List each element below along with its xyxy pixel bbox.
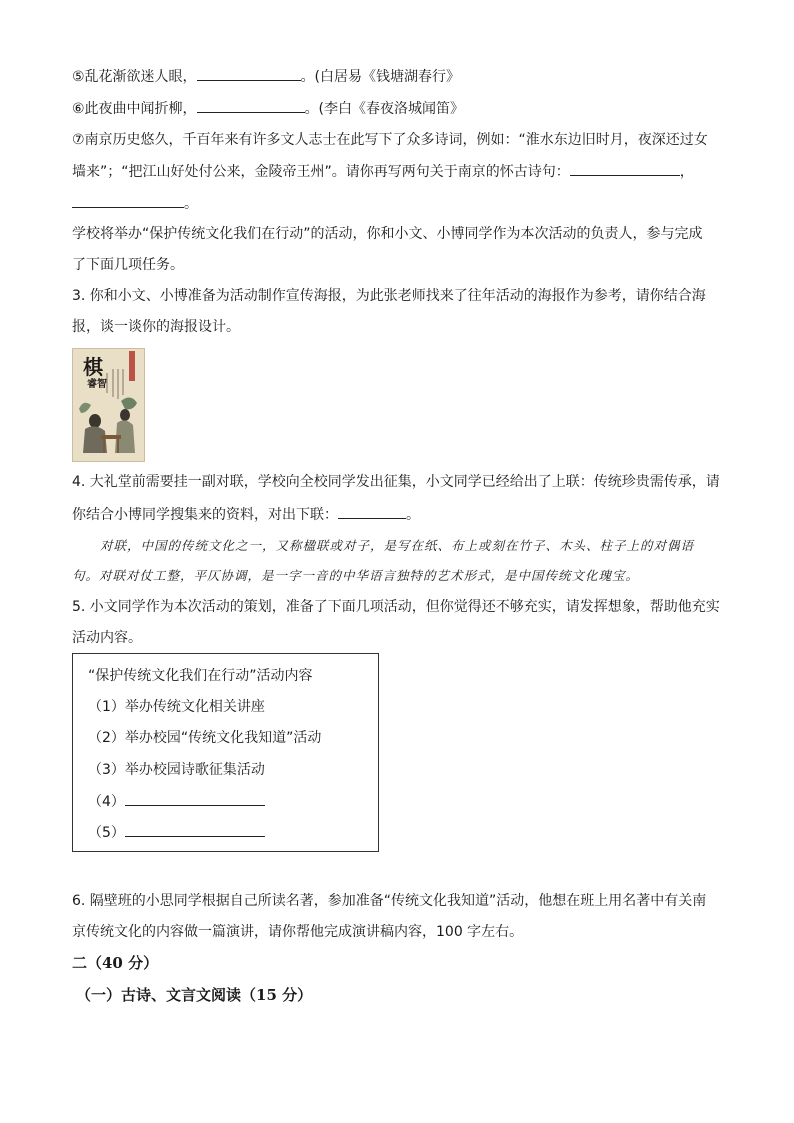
poster-subtitle: 睿智 <box>87 379 107 390</box>
activity-item-5-label: （5） <box>88 825 125 841</box>
answer-blank[interactable] <box>125 791 265 806</box>
poem-q5-text: ⑤乱花渐欲迷人眼， <box>72 69 197 85</box>
activity-box-title: “保护传统文化我们在行动”活动内容 <box>88 668 313 684</box>
activity-item: （1）举办传统文化相关讲座 <box>88 699 265 715</box>
activity-content-box <box>72 653 379 852</box>
intro-line-1: 学校将举办“保护传统文化我们在行动”的活动，你和小文、小博同学作为本次活动的负责人，参与完成 <box>72 226 703 242</box>
question-6-line-1: 6. 隔壁班的小思同学根据自己所读名著，参加准备“传统文化我知道”活动，他想在班上用名著中有关南 <box>72 893 707 909</box>
poem-q7-end: 。 <box>184 196 198 212</box>
poem-q7-prompt: 墙来”；“把江山好处付公来，金陵帝王州”。请你再写两句关于南京的怀古诗句： <box>72 164 570 180</box>
activity-item-4-label: （4） <box>88 794 125 810</box>
question-3-line-1: 3. 你和小文、小博准备为活动制作宣传海报，为此张老师找来了往年活动的海报作为参考，请你结合海 <box>72 288 706 304</box>
question-4-prompt: 你结合小博同学搜集来的资料，对出下联： <box>72 507 338 523</box>
question-4-line-1: 4. 大礼堂前需要挂一副对联，学校向全校同学发出征集，小文同学已经给出了上联：传统珍贵需传承，请 <box>72 474 720 490</box>
poem-q6-text: ⑥此夜曲中闻折柳， <box>72 101 197 117</box>
couplet-material-line-2: 句。对联对仗工整，平仄协调，是一字一音的中华语言独特的艺术形式，是中国传统文化瑰宝。 <box>72 568 640 583</box>
question-5-line-2: 活动内容。 <box>72 630 142 646</box>
answer-blank[interactable] <box>125 822 265 837</box>
poster-title: 棋 <box>83 355 103 379</box>
poem-q7-line-2 <box>72 161 694 182</box>
activity-item-5 <box>88 822 265 843</box>
activity-item: （3）举办校园诗歌征集活动 <box>88 762 265 778</box>
chess-poster-image <box>72 348 145 462</box>
activity-item-4 <box>88 791 265 812</box>
section-2-heading: 二（40 分） <box>72 954 159 972</box>
answer-blank[interactable] <box>197 66 301 81</box>
poem-q7-line-1: ⑦南京历史悠久，千百年来有许多文人志士在此写下了众多诗词，例如：“淮水东边旧时月，夜深还过女 <box>72 132 708 148</box>
activity-item: （2）举办校园“传统文化我知道”活动 <box>88 730 322 746</box>
poem-q5-source: 。(白居易《钱塘湖春行》 <box>300 69 461 85</box>
poem-q6-source: 。(李白《春夜洛城闻笛》 <box>304 101 465 117</box>
question-4-line-2 <box>72 504 420 525</box>
answer-blank[interactable] <box>197 98 305 113</box>
question-5-line-1: 5. 小文同学作为本次活动的策划，准备了下面几项活动，但你觉得还不够充实，请发挥想象，帮助他充实 <box>72 599 720 615</box>
poem-question-5 <box>72 66 460 87</box>
intro-line-2: 了下面几项任务。 <box>72 257 184 273</box>
poem-question-6 <box>72 98 464 119</box>
question-6-line-2: 京传统文化的内容做一篇演讲，请你帮他完成演讲稿内容，100 字左右。 <box>72 924 524 940</box>
answer-blank[interactable] <box>338 504 406 519</box>
question-4-end: 。 <box>406 507 420 523</box>
question-3-line-2: 报，谈一谈你的海报设计。 <box>72 319 240 335</box>
couplet-material-line-1: 对联，中国的传统文化之一，又称楹联或对子，是写在纸、布上或刻在竹子、木头、柱子上的对偶语 <box>100 538 695 553</box>
poem-q7-comma: ， <box>679 164 694 180</box>
poem-q7-line-3 <box>72 193 198 214</box>
section-2-subheading: （一）古诗、文言文阅读（15 分） <box>76 986 313 1004</box>
answer-blank[interactable] <box>570 161 680 176</box>
answer-blank[interactable] <box>72 193 184 208</box>
